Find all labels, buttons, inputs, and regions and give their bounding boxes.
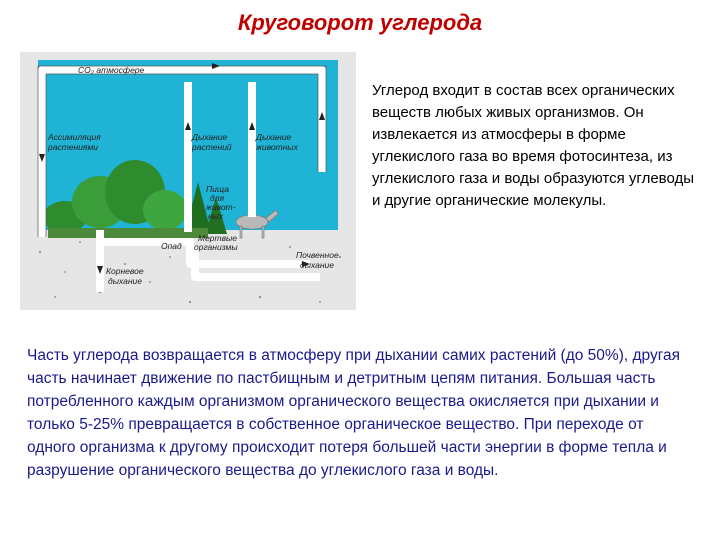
dead-organisms-label: Мертвые организмы xyxy=(194,233,238,252)
plant-respiration-label: Дыхание растений xyxy=(192,132,232,152)
intro-paragraph: Углерод входит в состав всех органических веществ любых живых организмов. Он извлекается из атмосферы в форме углекислого газа во время фотосинтеза, из углекислого газа и воды образуются углеводы и другие органические молекулы. xyxy=(372,82,695,209)
main-paragraph: Часть углерода возвращается в атмосферу при дыхании самих растений (до 50%), другая часть начинает движение по пастбищным и детритным цепям питания. Большая часть потребленного каждым организмом органического вещества окисляется при дыхании и только 5-25% превращается в собственное органическое вещество. При переходе от одного организма к другому происходит потеря большей части энергии в форме тепла и разрушение органического вещества до углекислого газа и воды. xyxy=(27,347,681,479)
atmosphere-label: CO₂ атмосфере xyxy=(78,65,145,75)
litter-label: Опад xyxy=(161,241,182,251)
root-respiration-label: Корневое дыхание xyxy=(106,266,144,286)
food-label: Пища для живот- ных xyxy=(206,184,236,221)
page-title: Круговорот углерода xyxy=(237,10,483,35)
carbon-cycle-diagram xyxy=(20,52,356,310)
assimilation-label: Ассимиляция растениями xyxy=(48,132,101,152)
animal-respiration-label: Дыхание животных xyxy=(256,132,298,152)
soil-respiration-label: Почвенное дыхание xyxy=(296,250,339,270)
